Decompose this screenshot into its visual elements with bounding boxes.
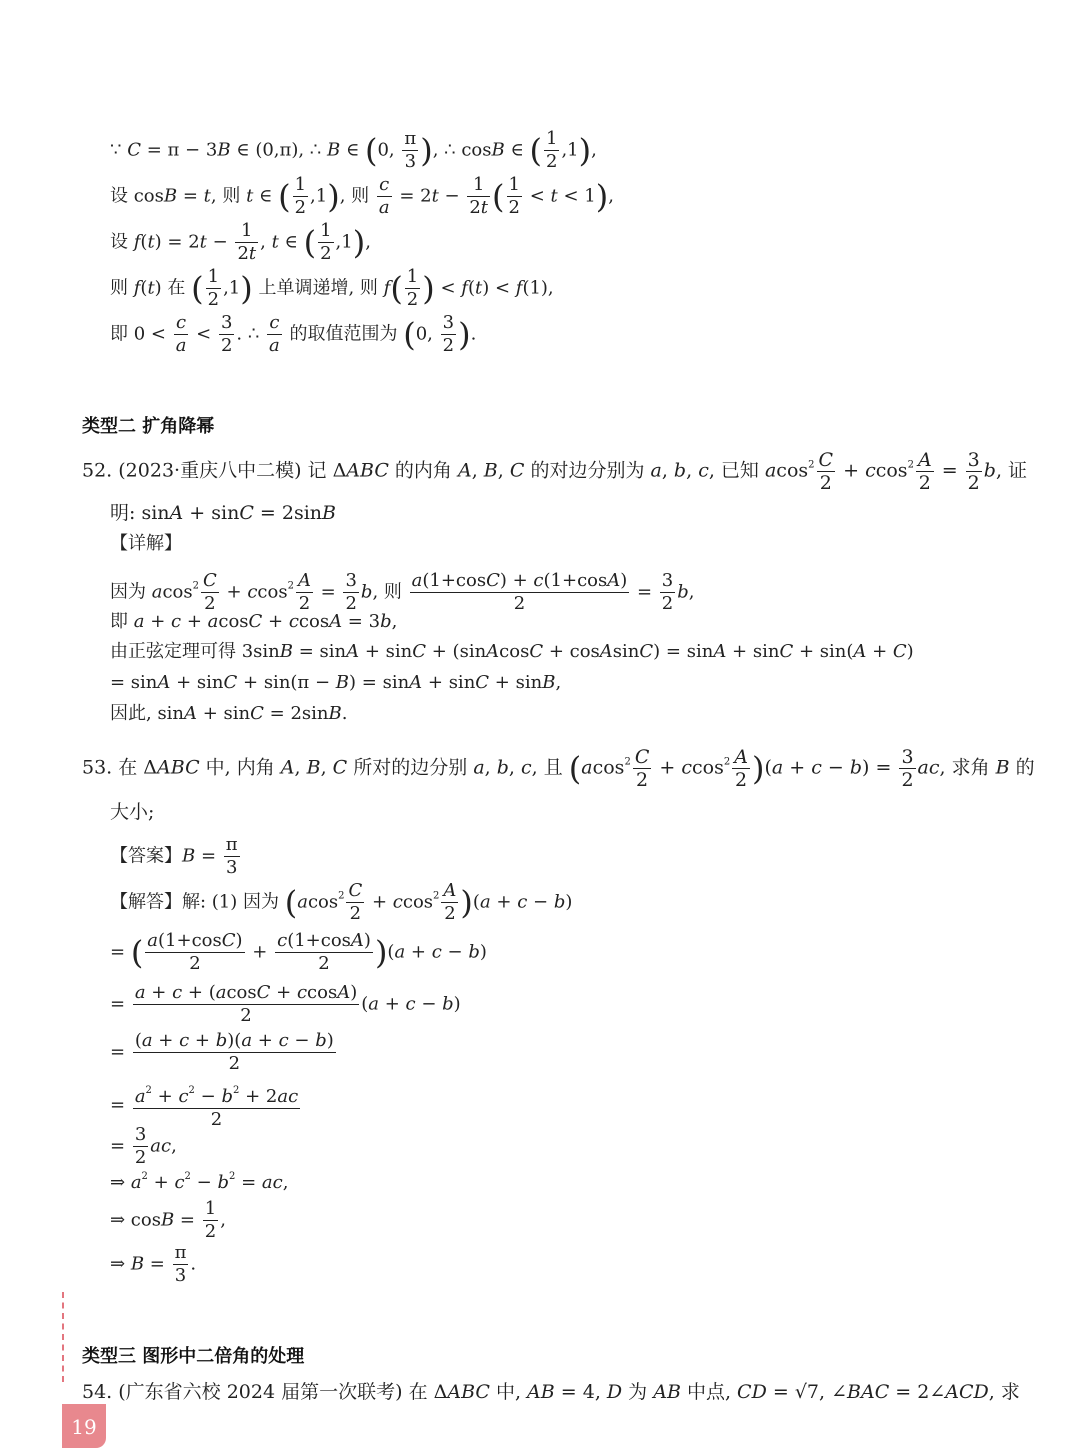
p52-sol-5: 因此, sinA + sinC = 2sinB. (110, 703, 348, 724)
problem-53-line-2: 大小; (110, 801, 155, 823)
margin-dashed-line (62, 1292, 64, 1382)
problem-54: 54. (广东省六校 2024 届第一次联考) 在 ΔABC 中, AB = 4, D 为 AB 中点, CD = √7, ∠BAC = 2∠ACD, 求 (82, 1381, 1020, 1403)
p53-answer: 【答案】B = $\frac{\pi}{3}$ (110, 834, 238, 878)
p53-sol-3: = $\frac{a + c + (acosC + ccosA)}{2}$ (a + c − b) (110, 982, 461, 1026)
page-number: 19 (62, 1404, 106, 1448)
section-2-title: 类型二 扩角降幂 (82, 416, 215, 437)
section-3-title: 类型三 图形中二倍角的处理 (82, 1346, 305, 1367)
sol-line-2: 设 cosB = t, 则 t ∈ ( $\frac{1}{2}$ ,1), 则 $\frac{c}{a}$ = 2t − $\frac{1}{2t}$ ( $\frac{1}{2}$ < t < 1), (110, 174, 614, 218)
sol-line-1: ∵ C = π − 3B ∈ (0,π), ∴ B ∈ (0, $\frac{\pi}{3}$ ), ∴ cosB ∈ ( $\frac{1}{2}$ ,1), (110, 128, 597, 172)
p52-sol-1: 因为 acos$^2$ $\frac{C}{2}$ + ccos$^2$ $\frac{A}{2}$ = $\frac{3}{2}$ b, 则 $\frac{a(1+\cos C) + c(1+\cos A)}{2}$ = $\frac{3}{2}$ b, (110, 570, 695, 614)
solution-label: 【解答】 (110, 891, 182, 913)
p53-sol-5: = $\frac{a^2 + c^2 - b^2 + 2ac}{2}$ (110, 1080, 302, 1131)
sol-line-5: 即 0 < $\frac{c}{a}$ < $\frac{3}{2}$ . ∴ $\frac{c}{a}$ 的取值范围为 (0, $\frac{3}{2}$ ). (110, 312, 477, 356)
p52-sol-4: = sinA + sinC + sin(π − B) = sinA + sinC + sinB, (110, 672, 562, 693)
problem-54-number: 54. (82, 1381, 113, 1403)
problem-52-number: 52. (82, 459, 113, 482)
p53-sol-8: ⇒ cosB = $\frac{1}{2}$ , (110, 1198, 226, 1242)
problem-52-source: (2023·重庆八中二模) (118, 459, 302, 482)
problem-52-line-2: 明: sinA + sinC = 2sinB (110, 502, 336, 524)
problem-54-source: (广东省六校 2024 届第一次联考) (118, 1381, 403, 1403)
p53-sol-7: ⇒ $a^2 + c^2 - b^2$ = ac, (110, 1171, 289, 1193)
detailed-label: 【详解】 (110, 533, 182, 554)
p53-sol-1: 【解答】解: (1) 因为 (acos$^2$ $\frac{C}{2}$ + ccos$^2$ $\frac{A}{2}$ )(a + c − b) (110, 880, 573, 924)
p53-sol-2: = ( $\frac{a(1+\cos C)}{2}$ + $\frac{c(1+\cos A)}{2}$ )(a + c − b) (110, 930, 487, 974)
p53-sol-9: ⇒ B = $\frac{\pi}{3}$ . (110, 1242, 197, 1286)
p52-sol-2: 即 a + c + acosC + ccosA = 3b, (110, 611, 398, 632)
problem-53-number: 53. (82, 756, 113, 779)
answer-label: 【答案】 (110, 845, 182, 867)
problem-53: 53. 在 ΔABC 中, 内角 A, B, C 所对的边分别 a, b, c, 且 (acos$^2$ $\frac{C}{2}$ + ccos$^2$ $\frac{A}{2}$ )(a + c − b) = $\frac{3}{2}$ ac, 求角 B 的 (82, 746, 1035, 791)
problem-52: 52. (2023·重庆八中二模) 记 ΔABC 的内角 A, B, C 的对边分别为 a, b, c, 已知 acos$^2$ $\frac{C}{2}$ + ccos$^2$ $\frac{A}{2}$ = $\frac{3}{2}$ b, 证 (82, 449, 1028, 494)
sol-line-3: 设 f(t) = 2t − $\frac{1}{2t}$ , t ∈ ( $\frac{1}{2}$ ,1), (110, 220, 371, 264)
p53-sol-6: = $\frac{3}{2}$ ac, (110, 1124, 177, 1168)
p52-sol-3: 由正弦定理可得 3sinB = sinA + sinC + (sinAcosC + cosAsinC) = sinA + sinC + sin(A + C) (110, 641, 914, 662)
sol-line-4: 则 f(t) 在 ( $\frac{1}{2}$ ,1) 上单调递增, 则 f( $\frac{1}{2}$ ) < f(t) < f(1), (110, 266, 554, 310)
p53-sol-4: = $\frac{(a + c + b)(a + c - b)}{2}$ (110, 1030, 334, 1074)
